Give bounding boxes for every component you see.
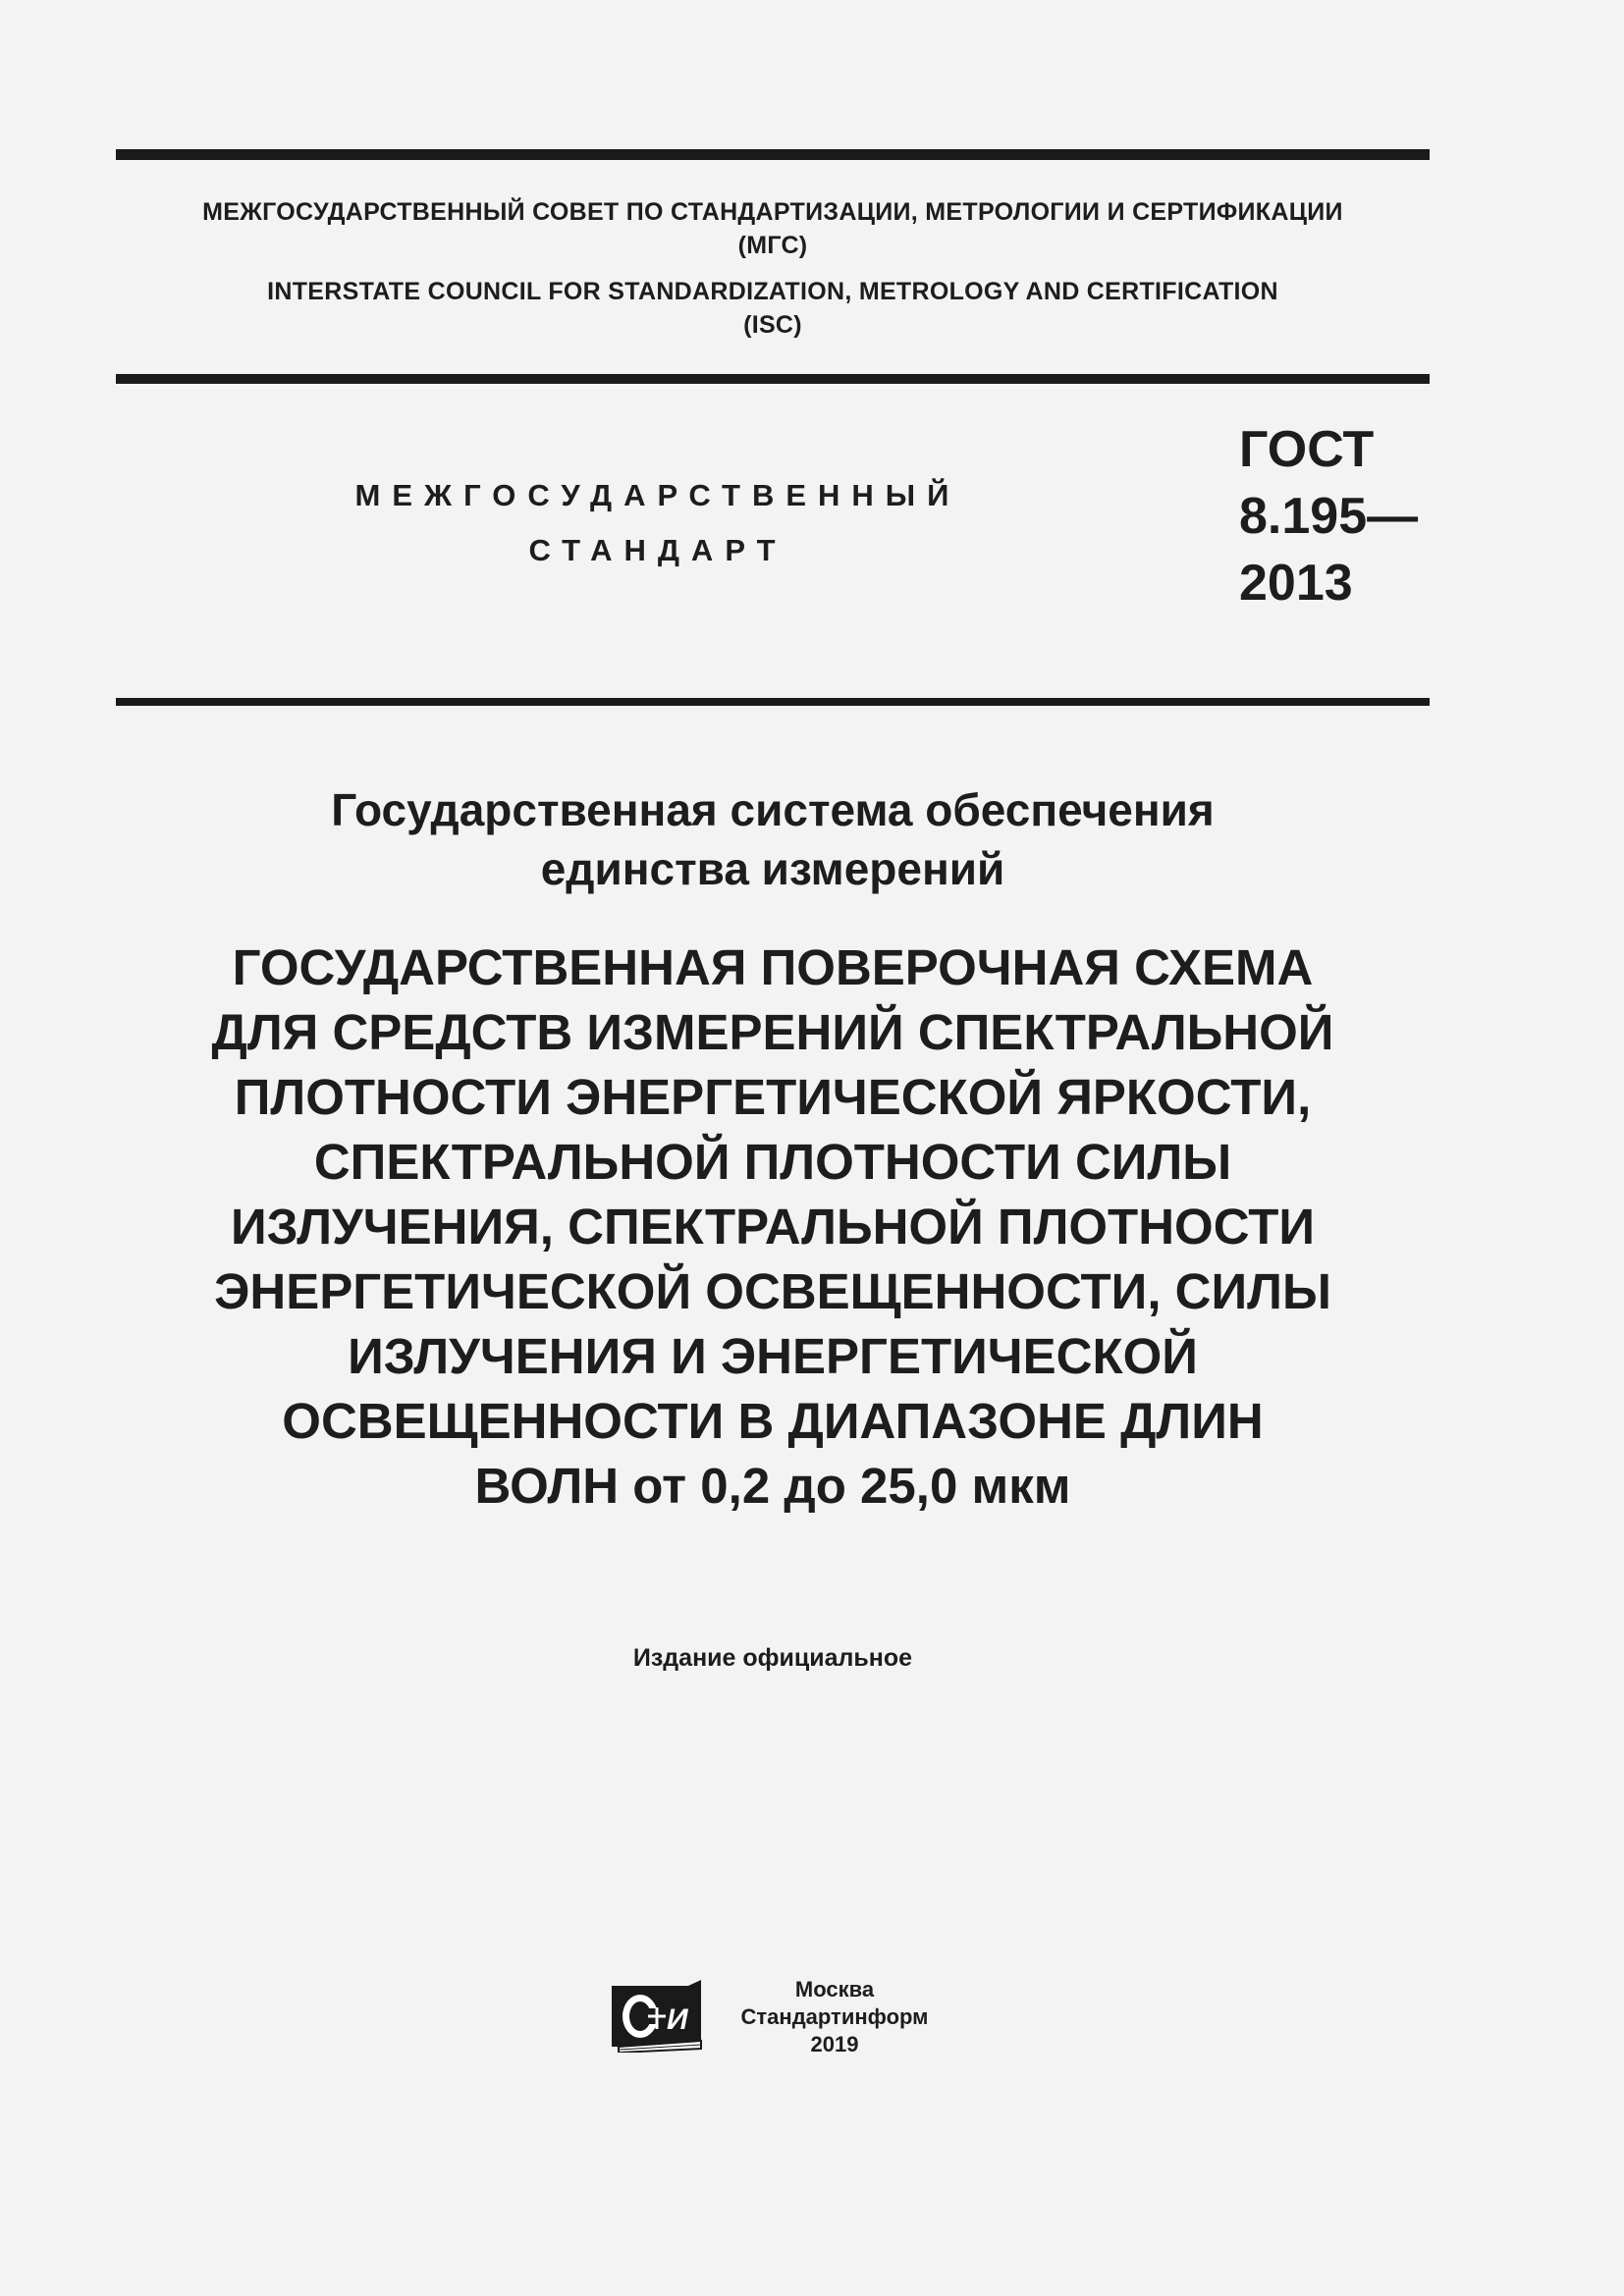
publisher-info [717,1976,952,2058]
series-title-line: единства измерений [540,843,1005,894]
official-edition-label: Издание официальное [632,1644,913,1672]
council-abbrev-en: (ISC) [743,311,802,339]
top-divider [116,149,1430,160]
document-title-line: ПЛОТНОСТИ ЭНЕРГЕТИЧЕСКОЙ ЯРКОСТИ, [234,1069,1312,1125]
standartinform-logo-icon [611,1980,705,2053]
series-title [116,780,1430,898]
standard-type-line-1: МЕЖГОСУДАРСТВЕННЫЙ [354,478,961,512]
document-title-line: СПЕКТРАЛЬНОЙ ПЛОТНОСТИ СИЛЫ [313,1134,1232,1190]
document-title-line: ДЛЯ СРЕДСТВ ИЗМЕРЕНИЙ СПЕКТРАЛЬНОЙ [211,1004,1334,1060]
gost-number: 8.195— [1239,488,1419,545]
document-title-line: ОСВЕЩЕННОСТИ В ДИАПАЗОНЕ ДЛИН [282,1393,1264,1449]
standard-type-heading [295,468,1021,578]
document-title-line: ГОСУДАРСТВЕННАЯ ПОВЕРОЧНАЯ СХЕМА [232,939,1314,995]
publisher-name: Стандартинформ [740,2004,929,2029]
bottom-divider [116,698,1430,706]
council-name-english [116,275,1430,342]
document-title [116,935,1430,1519]
council-name-ru-line: МЕЖГОСУДАРСТВЕННЫЙ СОВЕТ ПО СТАНДАРТИЗАЦИИ, МЕТРОЛОГИИ И СЕРТИФИКАЦИИ [202,198,1343,226]
gost-prefix: ГОСТ [1239,421,1375,478]
council-name-en-line: INTERSTATE COUNCIL FOR STANDARDIZATION, METROLOGY AND CERTIFICATION [267,278,1278,305]
council-abbrev-ru: (МГС) [737,232,808,259]
gost-year: 2013 [1239,555,1353,612]
svg-text:И: И [667,2003,688,2036]
publication-year: 2019 [810,2032,859,2056]
document-title-line: ЭНЕРГЕТИЧЕСКОЙ ОСВЕЩЕННОСТИ, СИЛЫ [214,1263,1331,1319]
document-title-line: ИЗЛУЧЕНИЯ, СПЕКТРАЛЬНОЙ ПЛОТНОСТИ [230,1199,1316,1255]
standard-type-line-2: СТАНДАРТ [528,533,787,567]
publisher-city: Москва [794,1977,875,2002]
council-name-russian [116,195,1430,262]
document-title-line: ИЗЛУЧЕНИЯ И ЭНЕРГЕТИЧЕСКОЙ [348,1328,1198,1384]
document-title-line: ВОЛН от 0,2 до 25,0 мкм [474,1458,1071,1514]
gost-designation [1239,416,1418,616]
series-title-line: Государственная система обеспечения [331,784,1215,835]
middle-divider [116,374,1430,384]
